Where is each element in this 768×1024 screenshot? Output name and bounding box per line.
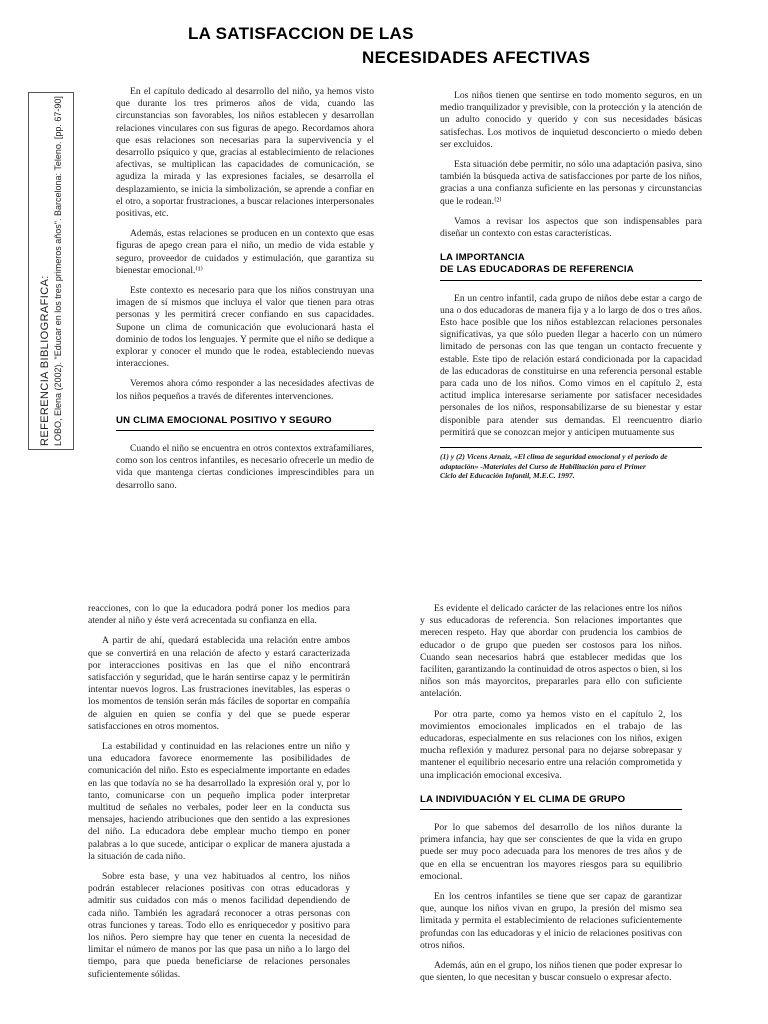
footnote-line: Ciclo del Educación Infantil, M.E.C. 1997. xyxy=(440,471,575,481)
paragraph: En un centro infantil, cada grupo de niños debe estar a cargo de una o dos educadoras de manera fija y a lo largo de dos o tres años. Esto hace posible que los niños establezcan relaciones personales significativas, ya que sólo pueden llegar a hacerlo con un número limitado de personas con las que tengan un contacto frecuente y estable. Este tipo de relación estará condicionada por la capacidad de las educadoras de constituirse en una referencia personal estable para cada uno de los niños. Como vimos en el capítulo 2, esta actitud implica interesarse seriamente por satisfacer necesidades personales de los niños, responsabilizarse de su bienestar y estar disponible para atender sus demandas. El reencuentro diario permitirá que se conozcan mejor y anticipen mutuamente sus xyxy=(440,292,702,438)
column-1 xyxy=(116,86,374,500)
title-line-1: LA SATISFACCION DE LAS xyxy=(188,24,414,43)
section-heading xyxy=(440,252,702,280)
paragraph: Los niños tienen que sentirse en todo momento seguros, en un medio tranquilizador y previsible, con la protección y la atención de un adulto conocido y querido y con sus necesidades básicas satisfechas. Los motivos de inquietud desconcierto o miedo deben ser excluidos. xyxy=(440,90,702,150)
reference-label: REFERENCIA BIBLIOGRAFICA: xyxy=(39,275,51,446)
column-4 xyxy=(420,603,682,992)
paragraph: Este contexto es necesario para que los niños construyan una imagen de sí mismos que incluya el valor que tienen para otras personas y les permitirá crecer confiando en sus capacidades. Supone un clima de comunicación que evolucionará hasta el dominio de todos los lenguajes. Y permite que el niño se dedique a explorar y conocer el mundo que le rodea, estableciendo nuevas interacciones. xyxy=(116,285,374,370)
section-heading: LA INDIVIDUACIÓN Y EL CLIMA DE GRUPO xyxy=(420,794,682,810)
paragraph: Por otra parte, como ya hemos visto en el capítulo 2, los movimientos emocionales implicados en el trabajo de las educadoras, especialmente en sus relaciones con los niños, exigen mucha reflexión y madurez personal para no dejarse sobrepasar y mantener el equilibrio necesario entre una relación comprometida y una implicación emocional excesiva. xyxy=(420,708,682,781)
paragraph: En el capítulo dedicado al desarrollo del niño, ya hemos visto que durante los tres primeros años de vida, cuando las circunstancias son favorables, los niños establecen y desarrollan relaciones vinculares con sus figuras de apego. Recordamos ahora que esas relaciones son necesarias para la supervivencia y el desarrollo psíquico y que, gracias al establecimiento de relaciones afectivas, se multiplican las capacidades de comunicación, se agudiza la mirada y las expresiones faciales, se desarrolla el desplazamiento, se inicia la simbolización, se aprende a confiar en el otro, a soportar frustraciones, a buscar relaciones interpersonales positivas, etc. xyxy=(116,86,374,220)
title-line-2: NECESIDADES AFECTIVAS xyxy=(362,48,591,67)
section-heading-line: LA IMPORTANCIA xyxy=(440,252,525,264)
column-3 xyxy=(88,603,350,989)
section-heading: UN CLIMA EMOCIONAL POSITIVO Y SEGURO xyxy=(116,415,374,431)
paragraph: Sobre esta base, y una vez habituados al centro, los niños podrán establecer relaciones positivas con otras educadoras y admitir sus cuidados con más o menos facilidad dependiendo de cada niño. También les agradará reconocer a otras personas con otras funciones y tareas. Todo ello es enriquecedor y positivo para los niños. Pero siempre hay que tener en cuenta la necesidad de limitar el número de manos por las que pasa un niño a lo largo del tiempo, para que pueda beneficiarse de relaciones personales suficientemente sólidas. xyxy=(88,871,350,980)
paragraph: reacciones, con lo que la educadora podrá poner los medios para atender al niño y éste verá acrecentada su confianza en ella. xyxy=(88,603,350,627)
footnote-line: adaptación» -Materiales del Curso de Habilitación para el Primer xyxy=(440,461,646,471)
footnote-line: (1) y (2) Vicens Arnaiz, «El clima de seguridad emocional y el período de xyxy=(440,452,668,462)
paragraph: Cuando el niño se encuentra en otros contextos extrafamiliares, como son los centros infantiles, es necesario ofrecerle un medio de vida que mantenga ciertas condiciones imprescindibles para un desarrollo sano. xyxy=(116,443,374,491)
paragraph: Vamos a revisar los aspectos que son indispensables para diseñar un contexto con estas características. xyxy=(440,215,702,240)
paragraph: Esta situación debe permitir, no sólo una adaptación pasiva, sino también la búsqueda activa de satisfacciones por parte de los niños, gracias a una confianza suficiente en las personas y circunstancias que le rodean.⁽²⁾ xyxy=(440,159,702,207)
paragraph: En los centros infantiles se tiene que ser capaz de garantizar que, aunque los niños vivan en grupo, la presión del mismo sea limitada y permita el establecimiento de relaciones suficientemente profundas con las educadoras y el inicio de relaciones positivas con otros niños. xyxy=(420,891,682,951)
paragraph: A partir de ahí, quedará establecida una relación entre ambos que se convertirá en una relación de afecto y estará caracterizada por interacciones positivas en las que el niño encontrará satisfacción y seguridad, que le harán sentirse capaz y le permitirán intentar nuevos logros. Las frustraciones inevitables, las esperas o los momentos de tensión serán más fáciles de soportar en compañía de alguien en quien se confía y del que se puede esperar satisfacciones en otros momentos. xyxy=(88,635,350,732)
paragraph: Además, aún en el grupo, los niños tienen que poder expresar lo que sienten, lo que necesitan y buscar consuelo o expresar afecto. xyxy=(420,960,682,984)
reference-rotated-text xyxy=(38,96,64,446)
reference-citation: LOBO, Elena (2002). "Educar en los tres primeros años". Barcelona: Teleno. [pp. 67-90] xyxy=(53,96,63,446)
section-heading-line: DE LAS EDUCADORAS DE REFERENCIA xyxy=(440,264,634,276)
paragraph: La estabilidad y continuidad en las relaciones entre un niño y una educadora favorece enormemente las posibilidades de comunicación del niño. Esto es especialmente importante en edades en las que todavía no se ha desarrollado la expresión oral y, por lo tanto, comunicarse con un pequeño implica poder interpretar multitud de señales no verbales, poder leer en la conducta sus mensajes, haciendo atribuciones que den sentido a las expresiones del niño. La educadora debe emplear mucho tiempo en poner palabras a lo que sucede, anticipar o explicar de manera ajustada a la situación de cada niño. xyxy=(88,741,350,862)
paragraph: Veremos ahora cómo responder a las necesidades afectivas de los niños pequeños a través de diferentes intervenciones. xyxy=(116,378,374,402)
column-2 xyxy=(440,90,702,481)
bibliographic-reference-box xyxy=(28,92,74,450)
paragraph: Por lo que sabemos del desarrollo de los niños durante la primera infancia, hay que ser conscientes de que la vida en grupo puede ser muy poco adecuada para los menores de tres años y de que en ella se encuentran los mayores riesgos para su equilibrio emocional. xyxy=(420,822,682,882)
paragraph: Además, estas relaciones se producen en un contexto que esas figuras de apego crean para el niño, un medio de vida estable y seguro, proveedor de cuidados y estimulación, que garantiza su bienestar emocional.⁽¹⁾ xyxy=(116,228,374,276)
footnote xyxy=(440,447,702,481)
paragraph: Es evidente el delicado carácter de las relaciones entre los niños y sus educadoras de referencia. Son relaciones importantes que merecen respeto. Hay que abordar con prudencia los cambios de educador o de grupo que pueden ser costosos para los niños. Cuando sean necesarios habrá que establecer medidas que los faciliten, garantizando la continuidad de otros aspectos o bien, si los niños son más mayorcitos, prepararles para ello con suficiente antelación. xyxy=(420,603,682,700)
